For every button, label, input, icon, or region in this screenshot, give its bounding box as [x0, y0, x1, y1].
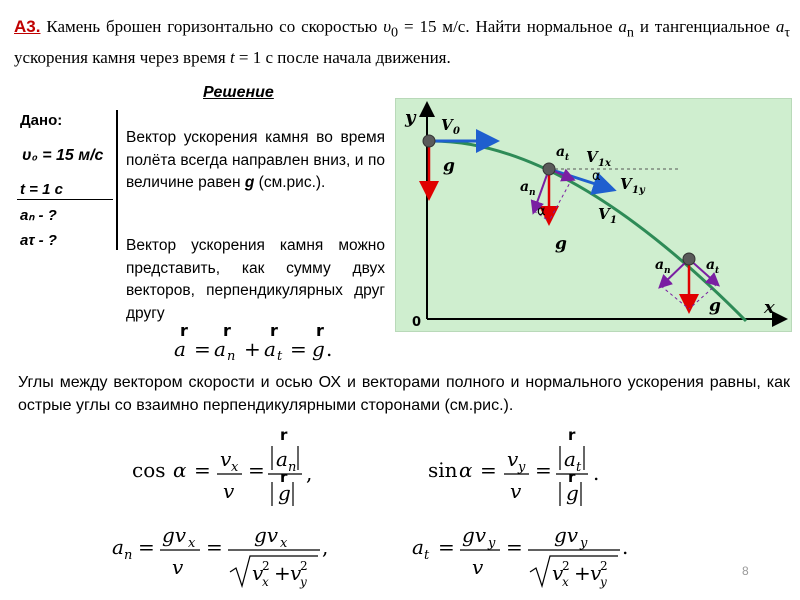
at-f-v: v [472, 555, 484, 579]
cos-vx-sub: x [231, 460, 239, 475]
cos-an: a [276, 447, 288, 471]
explanation-g-symbol: g [244, 174, 255, 191]
stone-3 [683, 253, 695, 265]
sin-vy: v [507, 447, 519, 471]
trajectory-curve [429, 141, 746, 321]
at-f-eq-2: = [506, 535, 523, 559]
at-f-eq-1: = [438, 535, 455, 559]
sin-v: v [510, 479, 522, 503]
at-f-sqrt-vx-sub: x [562, 575, 569, 589]
eq-plus: + [244, 337, 261, 361]
an-f-sqrt-vy-sub: y [300, 575, 307, 589]
an-label-2-sub: n [529, 188, 536, 198]
given-v0: υ₀ = 15 м/с [22, 147, 104, 164]
an-f-gvx-sub: x [188, 536, 196, 551]
dashed-component-4 [661, 286, 689, 309]
given-t: t = 1 с [20, 181, 63, 198]
problem-at-symbol: a [775, 17, 785, 36]
problem-an-symbol: a [618, 17, 627, 36]
alpha-label-2: α [537, 204, 546, 219]
at-f-sqrt-vy-sub: y [600, 575, 607, 589]
an-label-3: a [655, 257, 665, 273]
vector-sum-equation [172, 322, 342, 364]
problem-text-5: = 1 с после начала движения. [234, 48, 451, 68]
dashed-component-1 [549, 179, 572, 221]
an-f-a: a [112, 535, 124, 559]
at-label-3: a [706, 257, 716, 273]
at-label-2-sub: t [565, 153, 570, 163]
stone-1 [423, 135, 435, 147]
at-label-2: a [556, 144, 566, 160]
given-separator [17, 199, 113, 200]
sin-period: . [593, 461, 600, 485]
sin-g: g [566, 481, 579, 505]
problem-text-4: ускорения камня через время [14, 48, 230, 68]
given-block [16, 110, 118, 250]
eq-arrow-g: r [316, 322, 324, 340]
given-an-unknown: aₙ - ? [20, 207, 57, 224]
problem-t-symbol: t [229, 48, 235, 68]
origin-label: 0 [412, 315, 422, 330]
given-at-unknown: aτ - ? [20, 232, 57, 249]
y-axis-label: y [405, 107, 416, 128]
trajectory-figure [395, 98, 792, 332]
eq-at: a [264, 337, 276, 361]
an-label-2: a [520, 179, 530, 195]
at-f-gvy-2-sub: y [580, 536, 588, 551]
angles-paragraph: Углы между вектором скорости и осью ОХ и векторами полного и нормального ускорения равны, как острые углы со взаимно перпендикулярными сторонами (см.рис.). [18, 374, 790, 414]
at-f-gvy: gv [462, 523, 487, 547]
an-f-sqrt-vy-sq: 2 [300, 559, 308, 573]
eq-equals-1: = [194, 337, 211, 361]
at-f-sqrt-plus: + [574, 561, 591, 585]
cos-eq-2: = [248, 458, 265, 482]
sin-g-arrow: r [568, 468, 576, 486]
formulas-block [100, 422, 720, 594]
an-f-sqrt-vy: v [290, 561, 302, 585]
at-f-gvy-2: gv [554, 523, 579, 547]
v0-label-sub: 0 [453, 126, 460, 137]
explanation-p1-text: Вектор ускорения камня во время полёта всегда направлен вниз, и по величине равен [126, 129, 385, 191]
an-f-sqrt-vx-sub: x [262, 575, 269, 589]
alpha-label-1: α [592, 169, 601, 184]
an-f-eq-2: = [206, 535, 223, 559]
an-f-comma: , [322, 535, 329, 559]
explanation-p1-tail: (см.рис.). [254, 174, 326, 191]
problem-at-sub: τ [784, 24, 791, 41]
problem-text-3: и тангенциальное [633, 17, 776, 36]
an-f-gvx: gv [162, 523, 187, 547]
cos-an-arrow: r [280, 426, 288, 444]
v1-label: V [598, 205, 610, 223]
trajectory-figure-svg [396, 99, 791, 331]
at-f-sqrt-vx-sq: 2 [562, 559, 570, 573]
sin-at-sub: t [576, 460, 582, 475]
sin-alpha: α [459, 458, 473, 482]
v1y-label: V [620, 175, 632, 193]
sin-vy-sub: y [518, 460, 526, 475]
sin-at: a [564, 447, 576, 471]
an-f-sqrt-vx: v [252, 561, 264, 585]
cos-g-arrow: r [280, 468, 288, 486]
sin-label: sin [428, 458, 458, 482]
problem-text-2: = 15 м/с. Найти нормальное [398, 17, 619, 36]
eq-arrow-an: r [223, 322, 231, 340]
eq-an: a [214, 337, 226, 361]
problem-label: А3. [14, 17, 41, 36]
at-label-3-sub: t [715, 266, 720, 276]
eq-arrow-a: r [180, 322, 188, 340]
eq-period: . [326, 337, 333, 361]
sin-eq-1: = [480, 458, 497, 482]
problem-v0-symbol: υ [383, 17, 392, 36]
cos-comma: , [306, 461, 313, 485]
at-f-sub: t [424, 548, 430, 563]
eq-a: a [174, 337, 186, 361]
x-axis-label: x [764, 297, 775, 318]
problem-statement [14, 14, 790, 70]
problem-an-sub: n [626, 24, 634, 41]
explanation-paragraph-1 [126, 127, 385, 195]
stone-2 [543, 163, 555, 175]
eq-an-sub: n [227, 349, 236, 364]
v1y-label-sub: 1y [632, 185, 645, 196]
v1x-label: V [586, 148, 598, 166]
cos-an-sub: n [288, 460, 297, 475]
at-f-sqrt-vx: v [552, 561, 564, 585]
eq-equals-2: = [290, 337, 307, 361]
cos-eq-1: = [194, 458, 211, 482]
problem-text-1: Камень брошен горизонтально со скоростью [46, 17, 384, 36]
eq-arrow-at: r [270, 322, 278, 340]
an-f-sub: n [124, 548, 133, 563]
g-label-1: g [443, 156, 455, 176]
cos-v: v [223, 479, 235, 503]
v0-label: V [441, 116, 453, 134]
problem-v0-sub: 0 [391, 24, 399, 41]
g-label-2: g [555, 234, 567, 254]
sin-eq-2: = [535, 458, 552, 482]
an-label-3-sub: n [664, 266, 671, 276]
solution-title: Решение [203, 84, 274, 101]
an-f-v: v [172, 555, 184, 579]
cos-label: cos [132, 458, 166, 482]
at-f-a: a [412, 535, 424, 559]
g-label-3: g [709, 296, 721, 316]
at-f-sqrt-vy: v [590, 561, 602, 585]
cos-g: g [278, 481, 291, 505]
sin-at-arrow: r [568, 426, 576, 444]
page-number: 8 [742, 564, 749, 578]
an-f-gvx-2: gv [254, 523, 279, 547]
v1x-label-sub: 1x [598, 158, 611, 169]
at-f-sqrt-vy-sq: 2 [600, 559, 608, 573]
eq-g: g [312, 337, 325, 361]
given-title: Дано: [20, 112, 63, 129]
explanation-paragraph-2: Вектор ускорения камня можно представить, как сумму двух векторов, перпендикулярных друг другу [126, 237, 385, 322]
at-f-gvy-sub: y [488, 536, 496, 551]
an-f-sqrt-plus: + [274, 561, 291, 585]
cos-alpha: α [173, 458, 187, 482]
cos-vx: v [220, 447, 232, 471]
eq-at-sub: t [277, 349, 283, 364]
v1-label-sub: 1 [610, 215, 617, 226]
an-f-gvx-2-sub: x [280, 536, 288, 551]
an-f-eq-1: = [138, 535, 155, 559]
at-f-period: . [622, 535, 629, 559]
an-f-sqrt-vx-sq: 2 [262, 559, 270, 573]
